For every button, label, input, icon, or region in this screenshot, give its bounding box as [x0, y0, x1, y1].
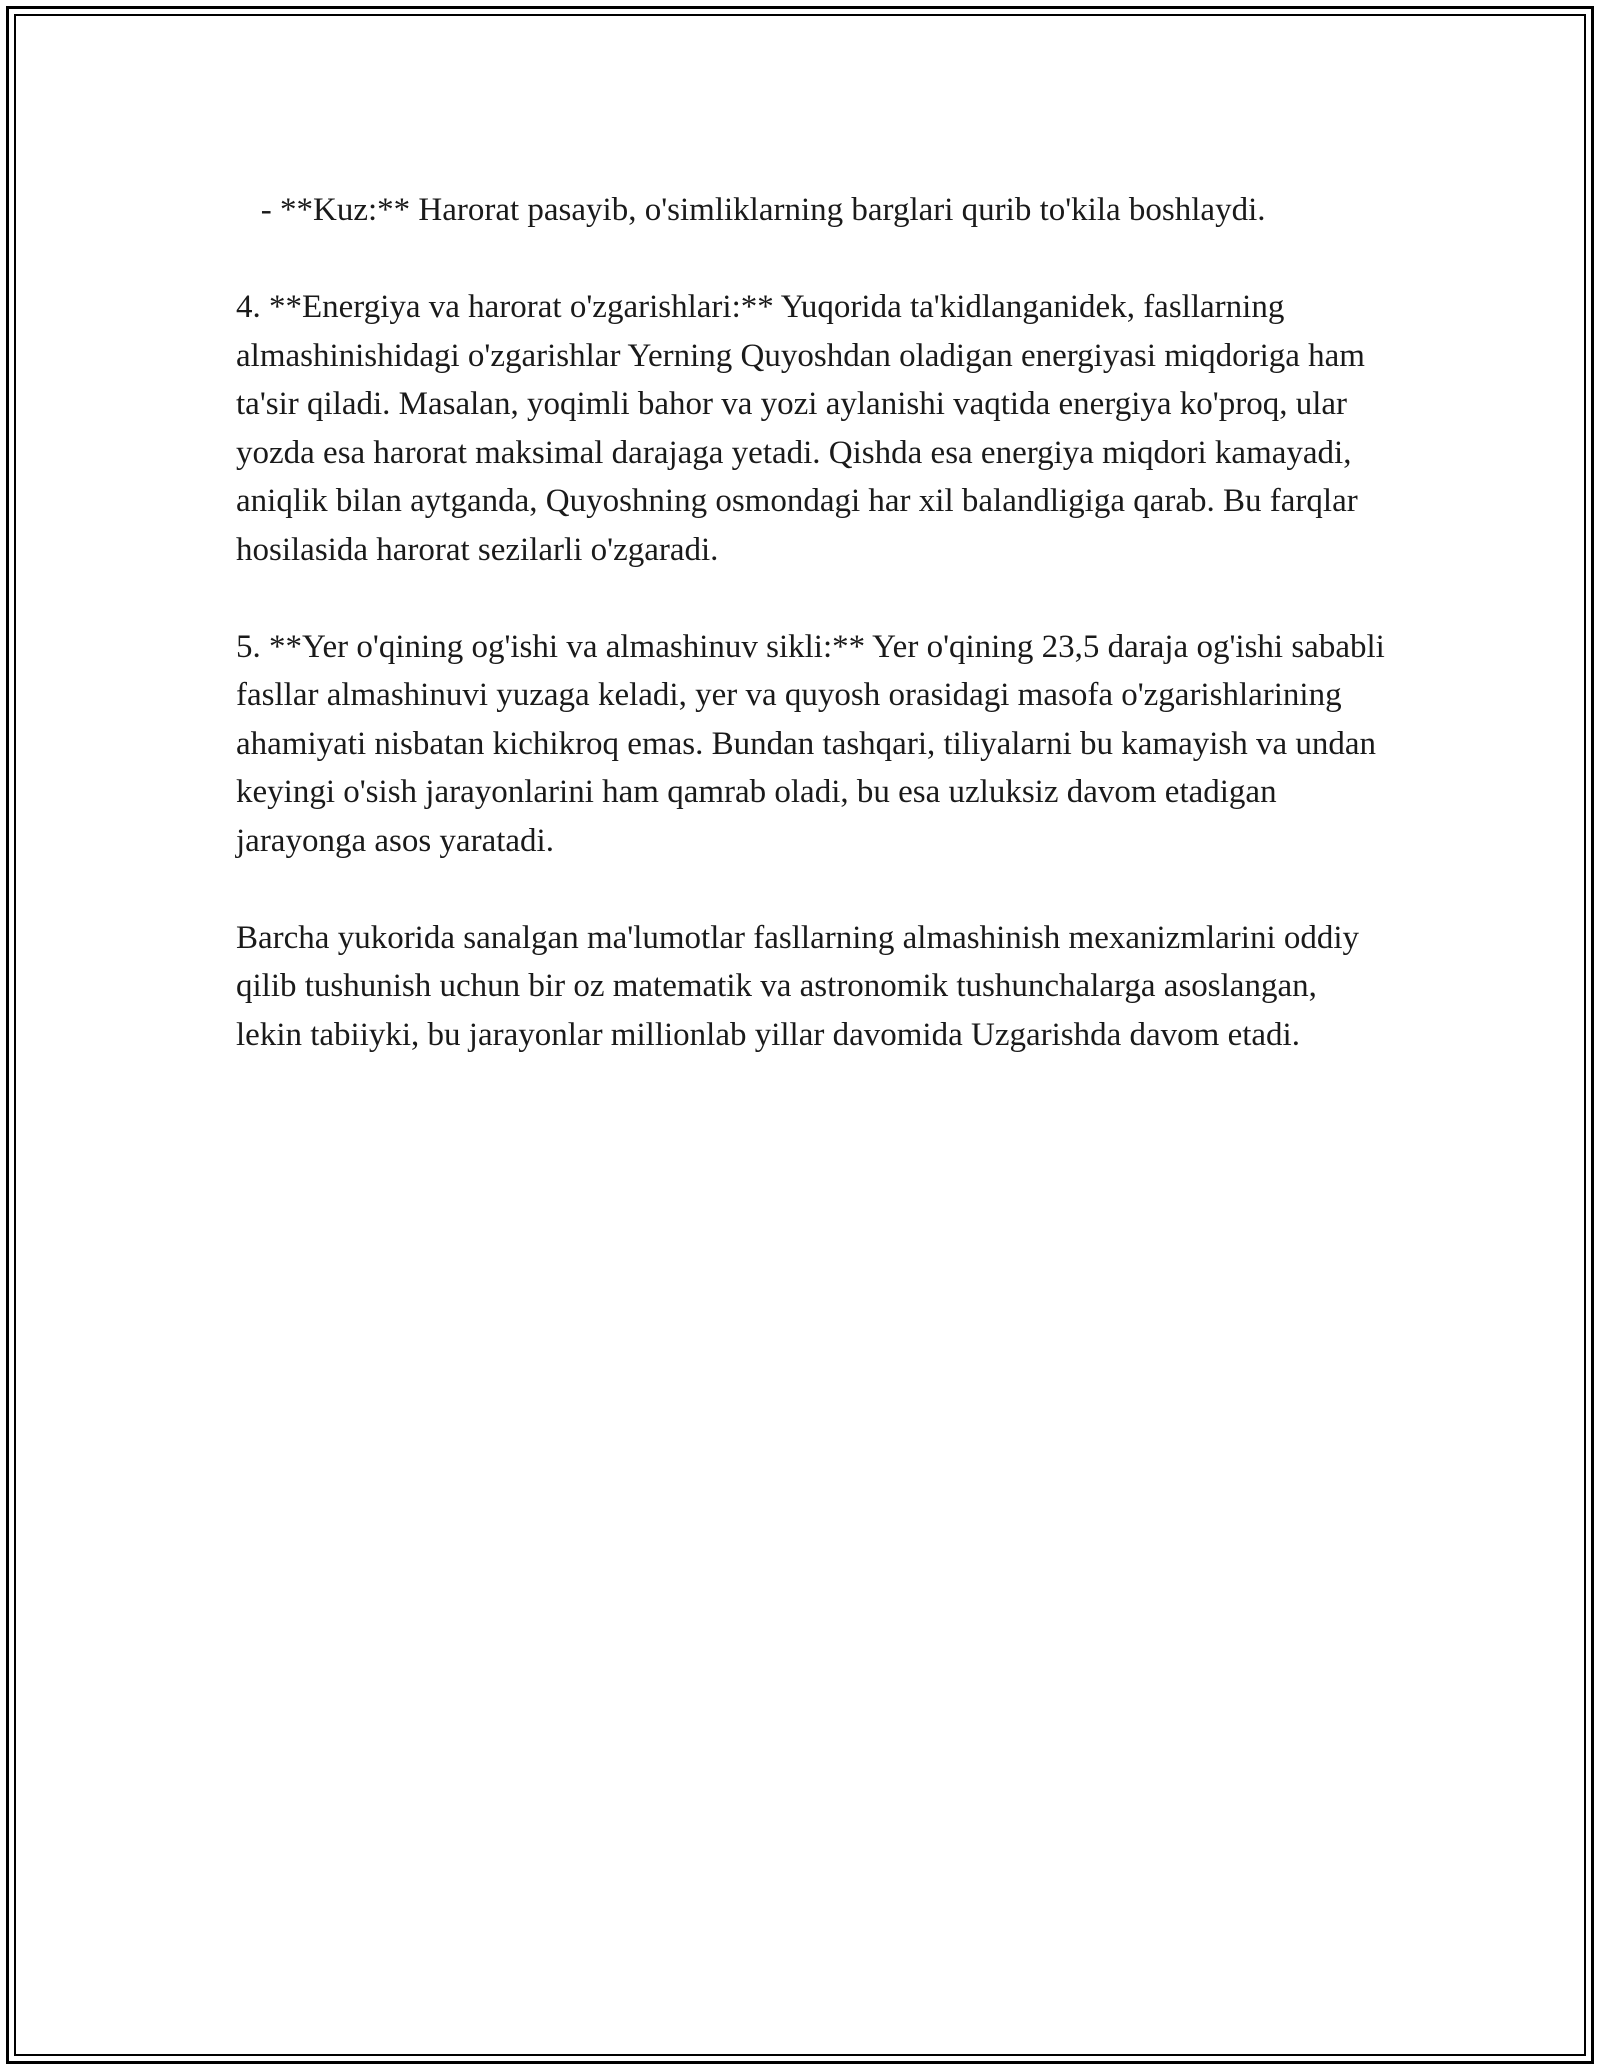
- paragraph-energy-temperature: 4. **Energiya va harorat o'zgarishlari:** Yuqorida ta'kidlanganidek, fasllarning almashinishidagi o'zgarishlar Yerning Quyoshdan oladigan energiyasi miqdoriga ham ta'sir qiladi. Masalan, yoqimli bahor va yozi aylanishi vaqtida energiya ko'proq, ular yozda esa harorat maksimal darajaga yetadi. Qishda esa energiya miqdori kamayadi, aniqlik bilan aytganda, Quyoshning osmondagi har xil balandligiga qarab. Bu farqlar hosilasida harorat sezilarli o'zgaradi.: [236, 289, 1374, 568]
- paragraph-axis-tilt: 5. **Yer o'qining og'ishi va almashinuv sikli:** Yer o'qining 23,5 daraja og'ishi sababli fasllar almashinuvi yuzaga keladi, yer va quyosh orasidagi masofa o'zgarishlarining ahamiyati nisbatan kichikroq emas. Bundan tashqari, tiliyalarni bu kamayish va undan keyingi o'sish jarayonlarini ham qamrab oladi, bu esa uzluksiz davom etadigan jarayonga asos yaratadi.: [236, 628, 1394, 859]
- paragraph-summary: Barcha yukorida sanalgan ma'lumotlar fasllarning almashinish mexanizmlarini oddiy qilib tushunish uchun bir oz matematik va astronomik tushunchalarga asoslangan, lekin tabiiyki, bu jarayonlar millionlab yillar davomida Uzgarishda davom etadi.: [236, 919, 1368, 1053]
- document-body: [236, 186, 1394, 1108]
- paragraph-autumn: - **Kuz:** Harorat pasayib, o'simliklarning barglari qurib to'kila boshlaydi.: [236, 192, 1266, 228]
